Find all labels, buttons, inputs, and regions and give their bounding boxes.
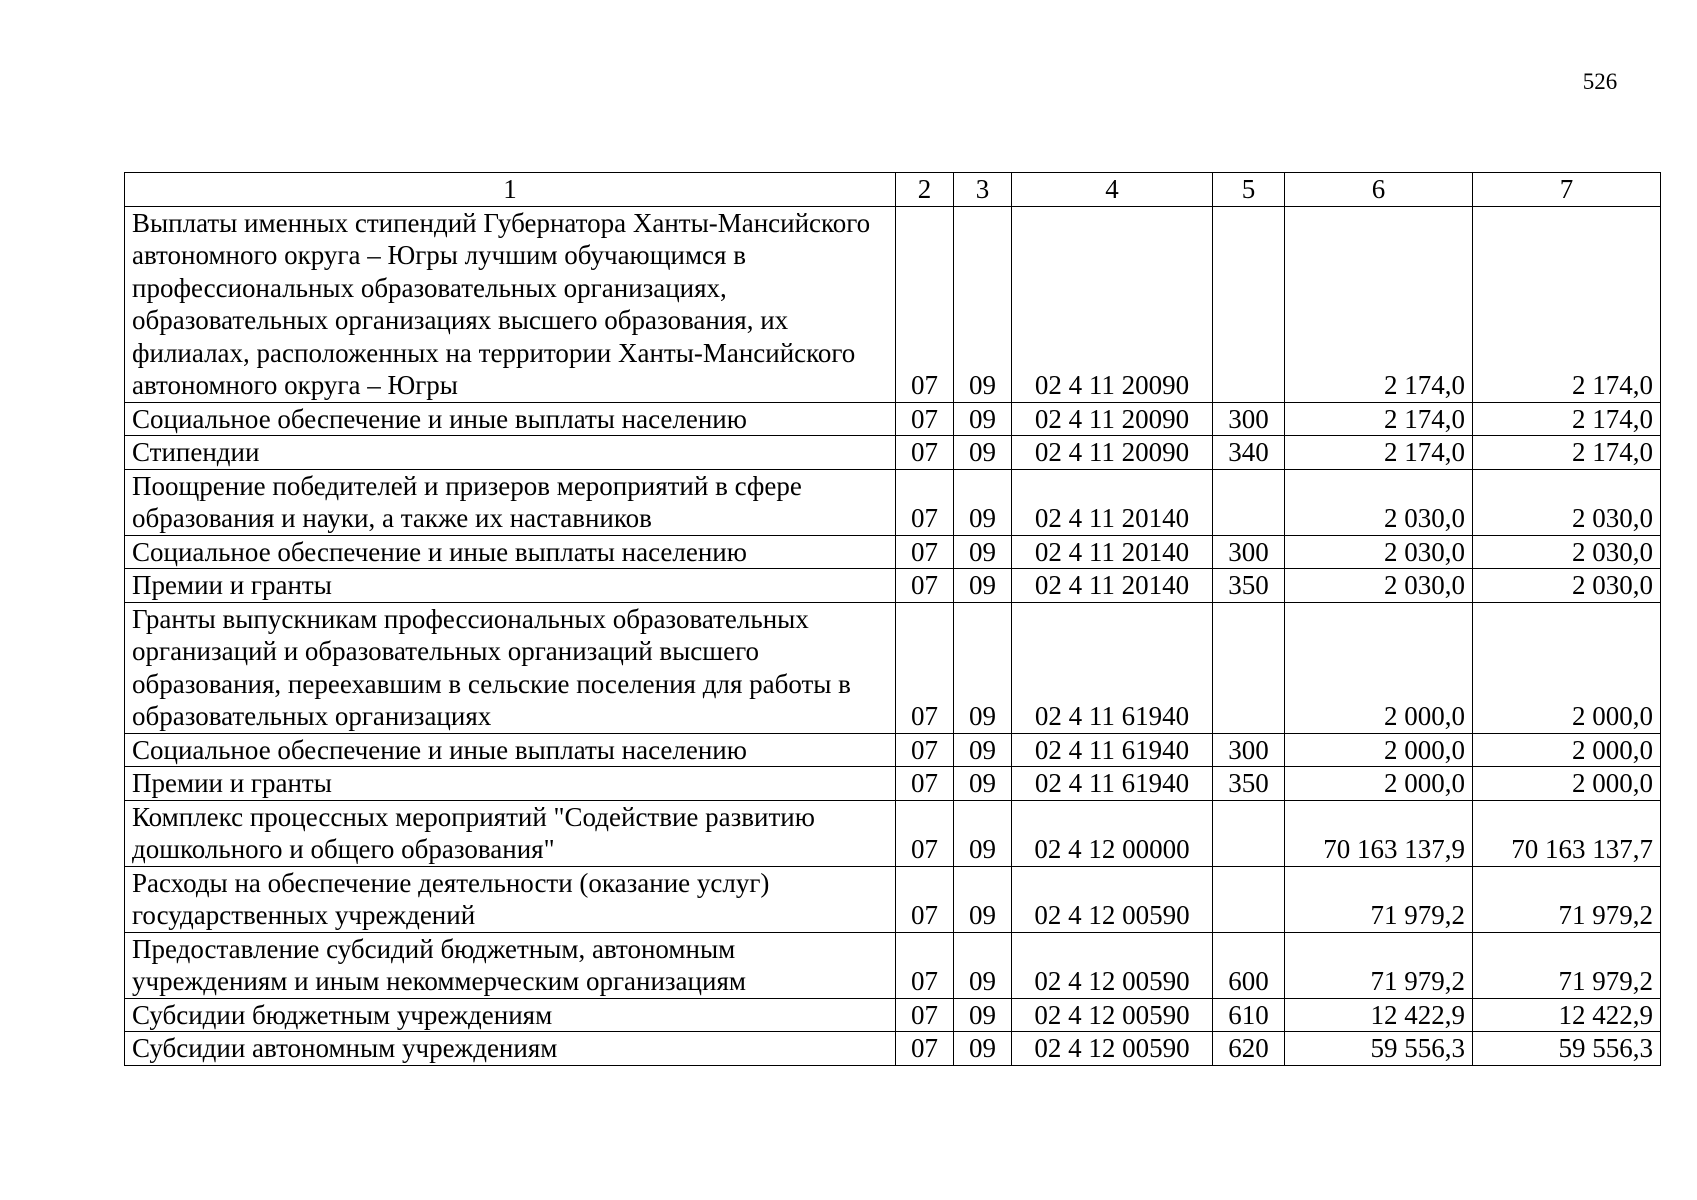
- column-header-5: 5: [1213, 173, 1285, 207]
- row-expense-type: [1213, 866, 1285, 932]
- row-expense-type: 620: [1213, 1032, 1285, 1066]
- row-target-article: 02 4 12 00590: [1012, 866, 1213, 932]
- row-section: 07: [896, 402, 954, 436]
- row-amount-6: 2 174,0: [1285, 402, 1473, 436]
- row-amount-7: 2 174,0: [1473, 206, 1661, 402]
- row-amount-6: 2 030,0: [1285, 569, 1473, 603]
- row-expense-type: [1213, 206, 1285, 402]
- column-header-2: 2: [896, 173, 954, 207]
- row-target-article: 02 4 11 20090: [1012, 436, 1213, 470]
- row-amount-6: 2 030,0: [1285, 469, 1473, 535]
- row-subsection: 09: [954, 1032, 1012, 1066]
- row-amount-7: 2 000,0: [1473, 733, 1661, 767]
- table-row: [125, 402, 1661, 436]
- row-amount-6: 2 174,0: [1285, 206, 1473, 402]
- table-row: [125, 206, 1661, 402]
- row-amount-6: 70 163 137,9: [1285, 800, 1473, 866]
- row-name: Гранты выпускникам профессиональных образовательных организаций и образовательных организаций высшего образования, переехавшим в сельские поселения для работы в образовательных организациях: [125, 602, 896, 733]
- row-subsection: 09: [954, 932, 1012, 998]
- row-amount-6: 12 422,9: [1285, 998, 1473, 1032]
- row-section: 07: [896, 800, 954, 866]
- row-name: Премии и гранты: [125, 569, 896, 603]
- row-expense-type: 350: [1213, 767, 1285, 801]
- row-expense-type: 300: [1213, 733, 1285, 767]
- row-amount-6: 2 030,0: [1285, 535, 1473, 569]
- row-amount-7: 2 174,0: [1473, 436, 1661, 470]
- row-amount-6: 71 979,2: [1285, 866, 1473, 932]
- row-amount-6: 2 174,0: [1285, 436, 1473, 470]
- row-amount-7: 59 556,3: [1473, 1032, 1661, 1066]
- row-expense-type: [1213, 469, 1285, 535]
- row-subsection: 09: [954, 206, 1012, 402]
- row-amount-6: 59 556,3: [1285, 1032, 1473, 1066]
- row-amount-6: 2 000,0: [1285, 602, 1473, 733]
- row-target-article: 02 4 11 20140: [1012, 569, 1213, 603]
- row-subsection: 09: [954, 866, 1012, 932]
- row-target-article: 02 4 12 00590: [1012, 998, 1213, 1032]
- row-subsection: 09: [954, 469, 1012, 535]
- row-subsection: 09: [954, 733, 1012, 767]
- table-row: [125, 469, 1661, 535]
- row-section: 07: [896, 535, 954, 569]
- row-subsection: 09: [954, 998, 1012, 1032]
- budget-table: [124, 172, 1661, 1066]
- row-amount-7: 2 030,0: [1473, 469, 1661, 535]
- row-section: 07: [896, 733, 954, 767]
- row-amount-6: 71 979,2: [1285, 932, 1473, 998]
- row-subsection: 09: [954, 800, 1012, 866]
- table-row: [125, 1032, 1661, 1066]
- table-row: [125, 998, 1661, 1032]
- row-target-article: 02 4 11 20090: [1012, 206, 1213, 402]
- row-name: Социальное обеспечение и иные выплаты населению: [125, 402, 896, 436]
- row-expense-type: 610: [1213, 998, 1285, 1032]
- row-expense-type: [1213, 602, 1285, 733]
- row-amount-7: 2 000,0: [1473, 767, 1661, 801]
- row-section: 07: [896, 569, 954, 603]
- row-amount-6: 2 000,0: [1285, 733, 1473, 767]
- row-amount-7: 12 422,9: [1473, 998, 1661, 1032]
- row-target-article: 02 4 11 61940: [1012, 602, 1213, 733]
- column-header-1: 1: [125, 173, 896, 207]
- table-row: [125, 569, 1661, 603]
- row-subsection: 09: [954, 767, 1012, 801]
- row-name: Субсидии бюджетным учреждениям: [125, 998, 896, 1032]
- row-name: Социальное обеспечение и иные выплаты населению: [125, 733, 896, 767]
- table-header-row: [125, 173, 1661, 207]
- row-expense-type: 600: [1213, 932, 1285, 998]
- row-section: 07: [896, 436, 954, 470]
- row-section: 07: [896, 932, 954, 998]
- row-name: Расходы на обеспечение деятельности (оказание услуг) государственных учреждений: [125, 866, 896, 932]
- row-section: 07: [896, 1032, 954, 1066]
- row-amount-7: 2 174,0: [1473, 402, 1661, 436]
- table-row: [125, 866, 1661, 932]
- row-subsection: 09: [954, 602, 1012, 733]
- row-section: 07: [896, 767, 954, 801]
- row-expense-type: 340: [1213, 436, 1285, 470]
- row-section: 07: [896, 866, 954, 932]
- table-row: [125, 535, 1661, 569]
- row-section: 07: [896, 998, 954, 1032]
- row-target-article: 02 4 11 20090: [1012, 402, 1213, 436]
- row-target-article: 02 4 11 61940: [1012, 733, 1213, 767]
- row-amount-7: 71 979,2: [1473, 866, 1661, 932]
- row-subsection: 09: [954, 436, 1012, 470]
- table-row: [125, 932, 1661, 998]
- table-row: [125, 800, 1661, 866]
- row-section: 07: [896, 206, 954, 402]
- row-amount-7: 2 030,0: [1473, 569, 1661, 603]
- row-section: 07: [896, 469, 954, 535]
- table-row: [125, 767, 1661, 801]
- row-name: Комплекс процессных мероприятий "Содействие развитию дошкольного и общего образования": [125, 800, 896, 866]
- table-row: [125, 602, 1661, 733]
- page-number: 526: [1582, 69, 1618, 94]
- column-header-4: 4: [1012, 173, 1213, 207]
- row-target-article: 02 4 12 00590: [1012, 932, 1213, 998]
- row-expense-type: 350: [1213, 569, 1285, 603]
- row-expense-type: 300: [1213, 402, 1285, 436]
- row-amount-7: 2 030,0: [1473, 535, 1661, 569]
- row-target-article: 02 4 11 20140: [1012, 535, 1213, 569]
- row-name: Поощрение победителей и призеров мероприятий в сфере образования и науки, а также их наставников: [125, 469, 896, 535]
- row-target-article: 02 4 11 20140: [1012, 469, 1213, 535]
- row-amount-6: 2 000,0: [1285, 767, 1473, 801]
- row-name: Стипендии: [125, 436, 896, 470]
- row-amount-7: 2 000,0: [1473, 602, 1661, 733]
- row-name: Предоставление субсидий бюджетным, автономным учреждениям и иным некоммерческим организациям: [125, 932, 896, 998]
- row-target-article: 02 4 12 00000: [1012, 800, 1213, 866]
- row-amount-7: 70 163 137,7: [1473, 800, 1661, 866]
- row-subsection: 09: [954, 402, 1012, 436]
- table-row: [125, 436, 1661, 470]
- row-subsection: 09: [954, 569, 1012, 603]
- row-subsection: 09: [954, 535, 1012, 569]
- row-name: Социальное обеспечение и иные выплаты населению: [125, 535, 896, 569]
- column-header-7: 7: [1473, 173, 1661, 207]
- row-target-article: 02 4 11 61940: [1012, 767, 1213, 801]
- row-target-article: 02 4 12 00590: [1012, 1032, 1213, 1066]
- row-name: Субсидии автономным учреждениям: [125, 1032, 896, 1066]
- row-expense-type: 300: [1213, 535, 1285, 569]
- column-header-6: 6: [1285, 173, 1473, 207]
- row-section: 07: [896, 602, 954, 733]
- column-header-3: 3: [954, 173, 1012, 207]
- row-name: Выплаты именных стипендий Губернатора Ханты-Мансийского автономного округа – Югры лучшим обучающимся в профессиональных образовательных организациях, образовательных организациях высшего образования, их филиалах, расположенных на территории Ханты-Мансийского автономного округа – Югры: [125, 206, 896, 402]
- row-name: Премии и гранты: [125, 767, 896, 801]
- table-row: [125, 733, 1661, 767]
- row-expense-type: [1213, 800, 1285, 866]
- row-amount-7: 71 979,2: [1473, 932, 1661, 998]
